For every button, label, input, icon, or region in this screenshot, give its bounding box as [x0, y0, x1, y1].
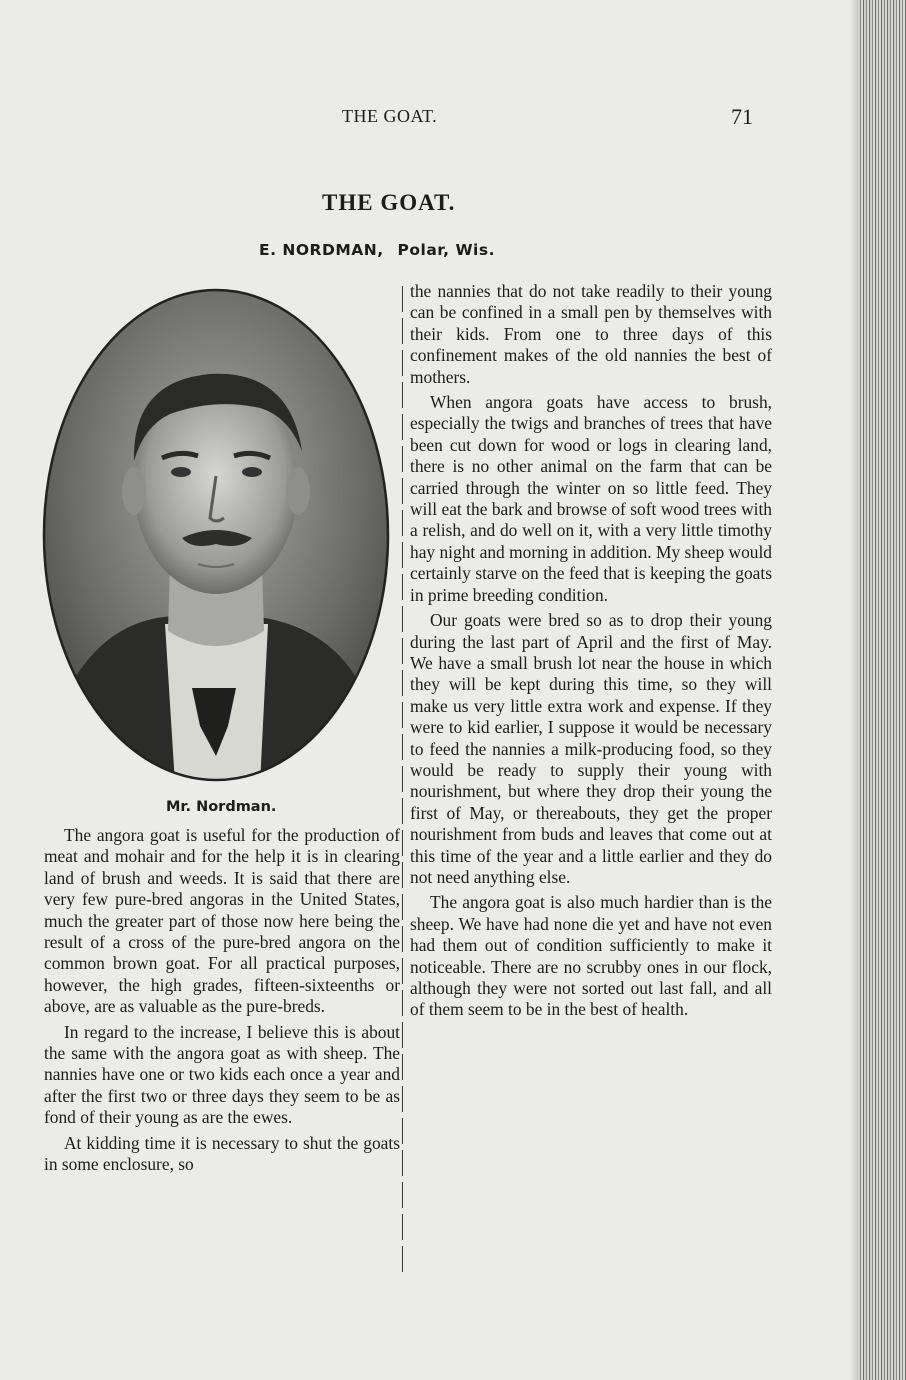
paragraph: Our goats were bred so as to drop their young during the last part of April and the first of May. We have a small brush lot near the house in which they will be kept during this time, so they will make us very little extra work and expense. If they were to kid earlier, I suppose it would be necessary to feed the nannies a milk-producing food, so they would be ready to supply their young with nourishment, but where they drop their young the first of May, or thereabouts, they get the proper nourishment from buds and leaves that come out at this time of the year and a little earlier and they do not need anything else.: [410, 610, 772, 887]
paragraph: When angora goats have access to brush, especially the twigs and branches of trees that have been cut down for wood or logs in clearing land, there is no other animal on the farm that can be carried through the winter on so little feed. They will eat the bark and browse of soft wood trees with a relish, and do well on it, with a very little timothy hay night and morning in addition. My sheep would certainly starve on the feed that is keeping the goats in prime breeding condition.: [410, 392, 772, 605]
paragraph: the nannies that do not take readily to their young can be confined in a small pen by themselves with their kids. From one to three days of this confinement makes of the old nannies the best of mothers.: [410, 281, 772, 387]
byline: [259, 241, 495, 259]
author-location: Polar, Wis.: [397, 241, 495, 259]
paragraph: The angora goat is also much hardier than is the sheep. We have had none die yet and have not even had them out of condition sufficiently to make it noticeable. There are no scrubby ones in our flock, although they were not sorted out last fall, and all of them seem to be in the best of health.: [410, 892, 772, 1020]
running-head: THE GOAT.: [342, 106, 438, 126]
paragraph: The angora goat is useful for the production of meat and mohair and for the help it is in clearing land of brush and weeds. It is said that there are very few pure-bred angoras in the United States, much the greater part of those now here being the result of a cross of the pure-bred angora on the common brown goat. For all practical purposes, however, the high grades, fifteen-sixteenths or above, are as valuable as the pure-breds.: [44, 825, 400, 1017]
photo-caption: Mr. Nordman.: [166, 799, 277, 815]
portrait-photo: [40, 286, 392, 784]
paragraph: In regard to the increase, I believe this is about the same with the angora goat as with sheep. The nannies have one or two kids each once a year and after the first two or three days they seem to be as fond of their young as are the ewes.: [44, 1021, 400, 1128]
paragraph: At kidding time it is necessary to shut the goats in some enclosure, so: [44, 1132, 400, 1175]
column-rule: [402, 286, 403, 1276]
page-number: 71: [731, 104, 753, 129]
right-column: [410, 281, 772, 1025]
book-page-edges: [858, 0, 906, 1380]
left-column: [44, 825, 400, 1180]
author-name: E. NORDMAN,: [259, 241, 384, 259]
article-title: THE GOAT.: [322, 190, 456, 215]
